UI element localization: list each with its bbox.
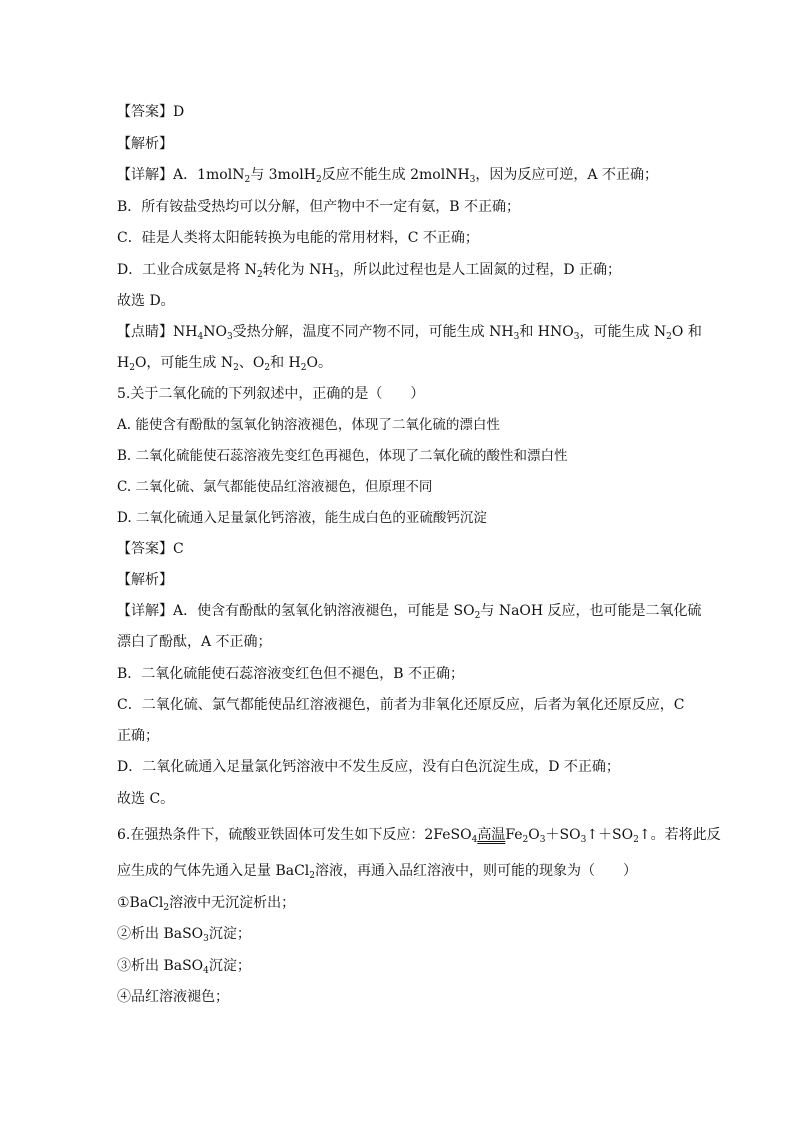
answer-line: 【答案】D xyxy=(117,104,185,120)
q6-item-1: ①BaCl$_2$溶液中无沉淀析出； xyxy=(117,895,296,913)
condition-label: 高温 xyxy=(477,827,506,843)
option-a: A. 能使含有酚酞的氢氧化钠溶液褪色，体现了二氧化硫的漂白性 xyxy=(117,417,500,433)
analysis-heading: 【解析】 xyxy=(117,136,173,152)
question-6-stem-1: 6.在强热条件下，硫酸亚铁固体可发生如下反应：2FeSO$_4$高温$Fe_2O_3+SO_3↑+SO_2↑$。若将此反 xyxy=(117,827,721,845)
question-5-stem: 5.关于二氧化硫的下列叙述中，正确的是（ ） xyxy=(117,386,425,402)
detail-line-c: C．硅是人类将太阳能转换为电能的常用材料，C 不正确； xyxy=(117,230,479,246)
detail-line-c: C．二氧化硫、氯气都能使品红溶液褪色，前者为非氧化还原反应，后者为氧化还原反应，C xyxy=(117,697,685,713)
option-c: C. 二氧化硫、氯气都能使品红溶液褪色，但原理不同 xyxy=(117,479,433,495)
option-b: B. 二氧化硫能使石蕊溶液先变红色再褪色，体现了二氧化硫的酸性和漂白性 xyxy=(117,448,568,464)
option-d: D. 二氧化硫通入足量氯化钙溶液，能生成白色的亚硫酸钙沉淀 xyxy=(117,510,487,526)
detail-line-b: B．二氧化硫能使石蕊溶液变红色但不褪色，B 不正确； xyxy=(117,666,465,682)
q6-item-2: ②析出 BaSO$_3$沉淀； xyxy=(117,926,251,944)
q6-item-3: ③析出 BaSO$_4$沉淀； xyxy=(117,958,251,976)
detail-line-d: D．二氧化硫通入足量氯化钙溶液中不发生反应，没有白色沉淀生成，D 不正确； xyxy=(117,759,620,775)
detail-line-c-cont: 正确； xyxy=(117,728,159,744)
tip-line-1: 【点睛】$NH_4NO_3$受热分解，温度不同产物不同，可能生成 $NH_3$和 $HNO_3$，可能生成 $N_2O$ 和 xyxy=(117,324,702,342)
analysis-heading: 【解析】 xyxy=(117,572,173,588)
question-6-stem-2: 应生成的气体先通入足量 BaCl$_2$溶液，再通入品红溶液中，则可能的现象为（ ） xyxy=(117,863,638,881)
detail-line-d: D．工业合成氨是将 $N_2$转化为 $NH_3$，所以此过程也是人工固氮的过程，D 正确； xyxy=(117,262,622,280)
detail-line-a: 【详解】A．1molN$_2$与 3molH$_2$反应不能生成 2molNH$_3$，因为反应可逆，A 不正确； xyxy=(117,167,658,185)
choose-line: 故选 C。 xyxy=(117,791,175,807)
detail-line-a-cont: 漂白了酚酞，A 不正确； xyxy=(117,634,272,650)
detail-line-a: 【详解】A．使含有酚酞的氢氧化钠溶液褪色，可能是 $SO_2$与 NaOH 反应，也可能是二氧化硫 xyxy=(117,603,702,621)
q6-item-4: ④品红溶液褪色； xyxy=(117,989,229,1005)
choose-line: 故选 D。 xyxy=(117,293,175,309)
tip-line-2: $H_2O$，可能生成 $N_2$、$O_2$和 $H_2O$。 xyxy=(117,355,332,373)
detail-line-b: B．所有铵盐受热均可以分解，但产物中不一定有氨，B 不正确； xyxy=(117,199,521,215)
answer-line: 【答案】C xyxy=(117,541,184,557)
